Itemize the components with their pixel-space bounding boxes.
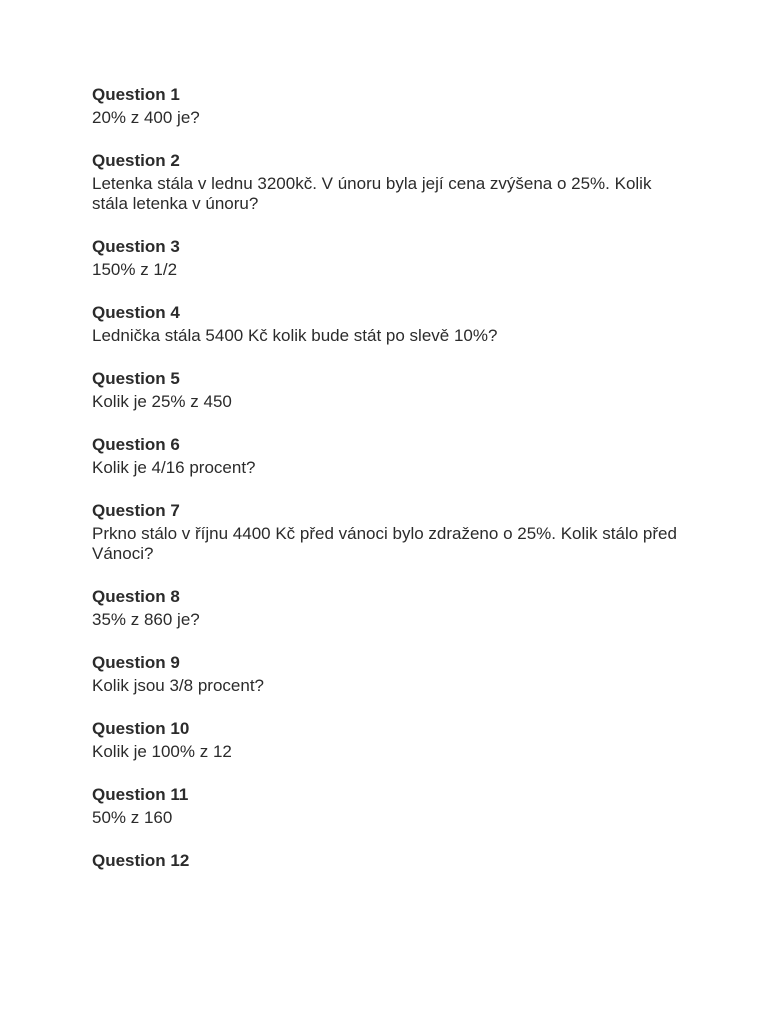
question-title: Question 11 — [92, 785, 189, 804]
question-title: Question 7 — [92, 501, 180, 520]
question-text: 20% z 400 je? — [92, 108, 200, 127]
question-item-5 — [92, 368, 682, 412]
question-title: Question 8 — [92, 587, 180, 606]
question-list — [92, 84, 682, 894]
question-title: Question 12 — [92, 851, 190, 870]
question-item-7 — [92, 500, 682, 564]
question-item-10 — [92, 718, 682, 762]
question-text: Kolik je 100% z 12 — [92, 742, 232, 761]
question-text: 150% z 1/2 — [92, 260, 178, 279]
question-item-12 — [92, 850, 682, 872]
question-title: Question 3 — [92, 237, 180, 256]
question-item-2 — [92, 150, 682, 214]
question-title: Question 5 — [92, 369, 180, 388]
question-text: 35% z 860 je? — [92, 610, 200, 629]
question-text: 50% z 160 — [92, 808, 173, 827]
question-title: Question 10 — [92, 719, 190, 738]
question-title: Question 2 — [92, 151, 180, 170]
question-text: Kolik jsou 3/8 procent? — [92, 676, 264, 695]
question-item-8 — [92, 586, 682, 630]
question-text: Lednička stála 5400 Kč kolik bude stát po slevě 10%? — [92, 326, 498, 345]
question-title: Question 9 — [92, 653, 180, 672]
question-item-6 — [92, 434, 682, 478]
question-text: Kolik je 25% z 450 — [92, 392, 232, 411]
question-item-11 — [92, 784, 682, 828]
question-text: Kolik je 4/16 procent? — [92, 458, 256, 477]
question-item-9 — [92, 652, 682, 696]
question-text: Prkno stálo v říjnu 4400 Kč před vánoci bylo zdraženo o 25%. Kolik stálo před Vánoci? — [92, 524, 677, 563]
question-title: Question 1 — [92, 85, 180, 104]
question-title: Question 6 — [92, 435, 180, 454]
question-title: Question 4 — [92, 303, 180, 322]
question-item-1 — [92, 84, 682, 128]
question-item-4 — [92, 302, 682, 346]
question-text: Letenka stála v lednu 3200kč. V únoru byla její cena zvýšena o 25%. Kolik stála letenka v únoru? — [92, 174, 652, 213]
question-item-3 — [92, 236, 682, 280]
